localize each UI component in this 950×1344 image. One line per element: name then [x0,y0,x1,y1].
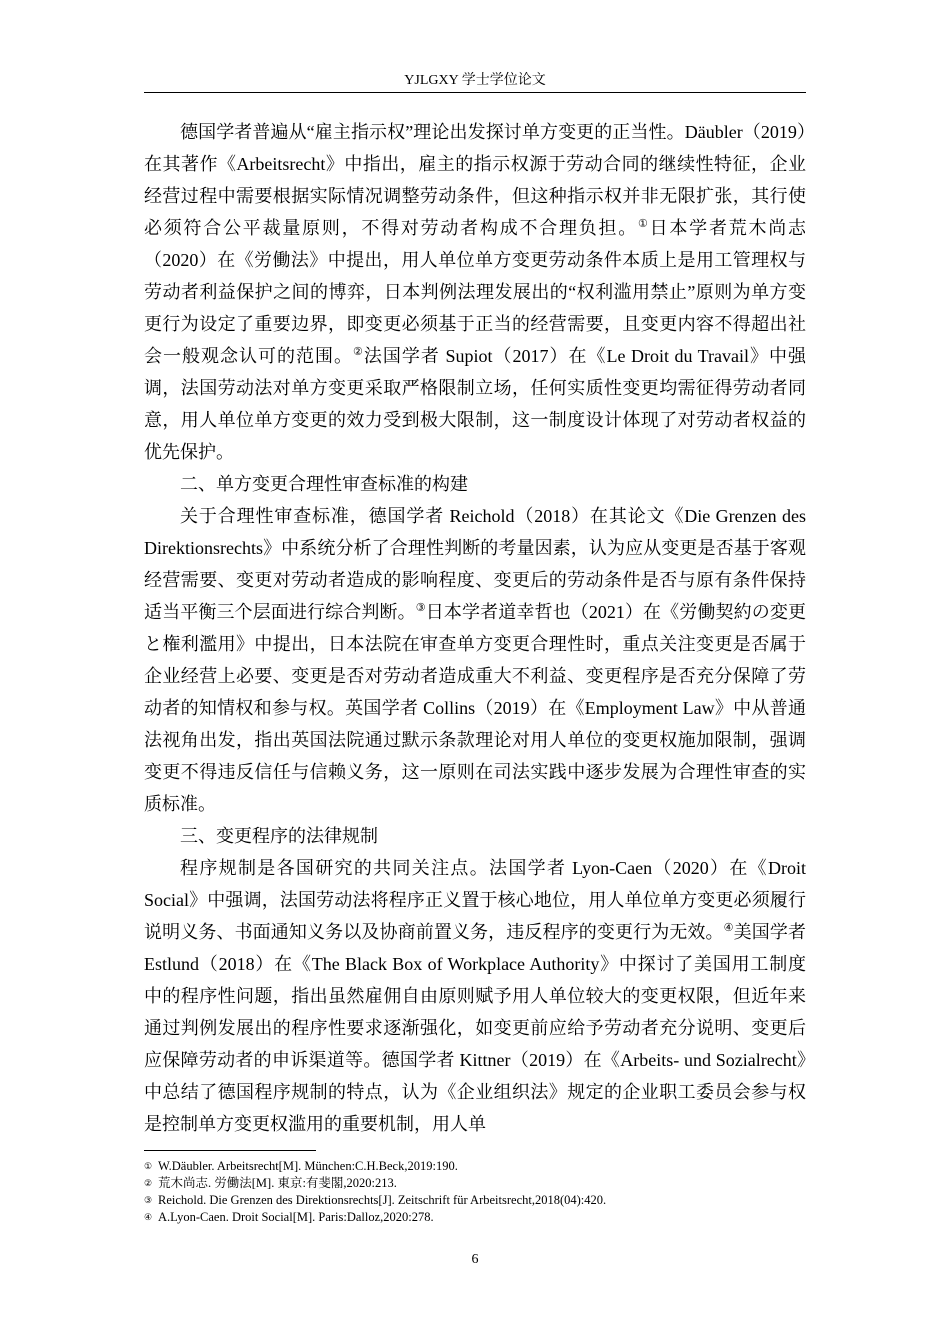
footnote-text: A.Lyon-Caen. Droit Social[M]. Paris:Dalloz,2020:278. [158,1210,434,1224]
footnote-ref-1[interactable]: ① [638,218,650,230]
paragraph-1 [144,116,806,468]
footnote-ref-3[interactable]: ③ [415,602,426,614]
paragraph-1-part-2: 日本学者荒木尚志（2020）在《労働法》中提出，用人单位单方变更劳动条件本质上是用工管理权与劳动者利益保护之间的博弈，日本判例法理发展出的“权利滥用禁止”原则为单方变更行为设定了重要边界，即变更必须基于正当的经营需要，且变更内容不得超出社会一般观念认可的范围。 [144,218,806,366]
paragraph-3-part-2: 美国学者 Estlund（2018）在《The Black Box of Workplace Authority》中探讨了美国用工制度中的程序性问题，指出虽然雇佣自由原则赋予用人单位较大的变更权限，但近年来通过判例发展出的程序性要求逐渐强化，如变更前应给予劳动者充分说明、变更后应保障劳动者的申诉渠道等。德国学者 Kittner（2019）在《Arbeits- und Sozialrecht》中总结了德国程序规制的特点，认为《企业组织法》规定的企业职工委员会参与权是控制单方变更权滥用的重要机制，用人单 [144,922,806,1134]
paragraph-1-part-3: 法国学者 Supiot（2017）在《Le Droit du Travail》中强调，法国劳动法对单方变更采取严格限制立场，任何实质性变更均需征得劳动者同意，用人单位单方变更的效力受到极大限制，这一制度设计体现了对劳动者权益的优先保护。 [144,346,806,462]
footnote-text: W.Däubler. Arbeitsrecht[M]. München:C.H.Beck,2019:190. [158,1159,458,1173]
footnote-item [144,1158,806,1175]
footnote-text: Reichold. Die Grenzen des Direktionsrechts[J]. Zeitschrift für Arbeitsrecht,2018(04):420. [158,1193,607,1207]
paragraph-2-part-1: 关于合理性审查标准，德国学者 Reichold（2018）在其论文《Die Grenzen des Direktionsrechts》中系统分析了合理性判断的考量因素，认为应从变更是否基于客观经营需要、变更对劳动者造成的影响程度、变更后的劳动条件是否与原有条件保持适当平衡三个层面进行综合判断。 [144,506,806,622]
footnote-item [144,1192,806,1209]
page-number: 6 [471,1252,479,1267]
footnote-mark: ④ [144,1212,153,1222]
footnote-mark: ② [144,1178,153,1188]
paragraph-2-part-2: 日本学者道幸哲也（2021）在《労働契約の変更と権利濫用》中提出，日本法院在审查单方变更合理性时，重点关注变更是否属于企业经营上必要、变更是否对劳动者造成重大不利益、变更程序是否充分保障了劳动者的知情权和参与权。英国学者 Collins（2019）在《Employment Law》中从普通法视角出发，指出英国法院通过默示条款理论对用人单位的变更权施加限制，强调变更不得违反信任与信赖义务，这一原则在司法实践中逐步发展为合理性审查的实质标准。 [144,602,807,814]
footnote-divider [144,1150,316,1151]
paragraph-2 [144,500,806,820]
footnote-ref-4[interactable]: ④ [723,922,734,934]
paragraph-1-part-1: 德国学者普遍从“雇主指示权”理论出发探讨单方变更的正当性。Däubler（2019）在其著作《Arbeitsrecht》中指出，雇主的指示权源于劳动合同的继续性特征，企业经营过程中需要根据实际情况调整劳动条件，但这种指示权并非无限扩张，其行使必须符合公平裁量原则，不得对劳动者构成不合理负担。 [144,122,806,238]
footnote-item [144,1175,806,1192]
section-heading-3: 三、变更程序的法律规制 [180,826,378,846]
page-header: YJLGXY 学士学位论文 [404,73,546,88]
footnotes [144,1158,806,1226]
body-text [144,116,806,1140]
paragraph-3 [144,852,806,1140]
footnote-mark: ① [144,1161,153,1171]
footnote-mark: ③ [144,1195,153,1205]
section-heading-2: 二、单方变更合理性审查标准的构建 [180,474,468,494]
footnote-ref-2[interactable]: ② [353,346,364,358]
footnote-item [144,1209,806,1226]
footnote-text: 荒木尚志. 労働法[M]. 東京:有斐閣,2020:213. [158,1176,397,1190]
header-divider [144,92,806,93]
paragraph-3-part-1: 程序规制是各国研究的共同关注点。法国学者 Lyon-Caen（2020）在《Droit Social》中强调，法国劳动法将程序正义置于核心地位，用人单位单方变更必须履行说明义务、书面通知义务以及协商前置义务，违反程序的变更行为无效。 [144,858,806,942]
